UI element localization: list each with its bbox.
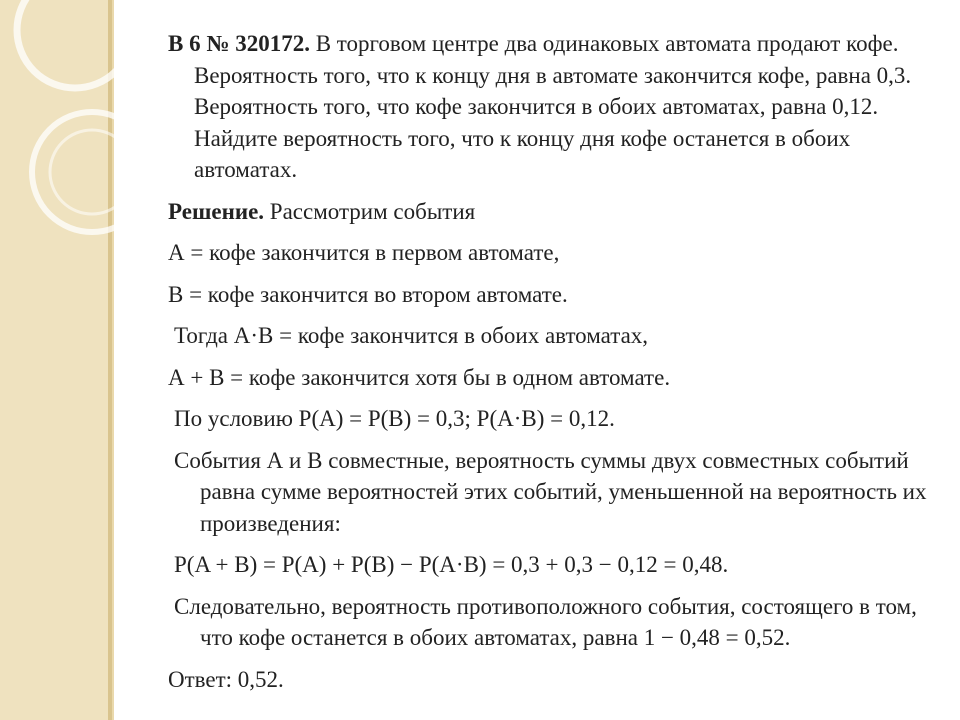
problem-statement — [168, 28, 938, 186]
slide-content — [168, 28, 938, 695]
answer: Ответ: 0,52. — [168, 666, 284, 692]
solution-intro — [168, 196, 938, 228]
event-b-definition: В = кофе закончится во втором автомате. — [168, 281, 568, 307]
given-condition: По условию P(A) = P(B) = 0,3; P(A·B) = 0,12. — [174, 406, 615, 431]
conclusion: Следовательно, вероятность противоположного события, состоящего в том, что кофе останется в обоих автоматах, равна 1 − 0,48 = 0,52. — [174, 593, 917, 650]
solution-label: Решение. — [168, 198, 265, 224]
problem-label: В 6 № 320172. — [168, 31, 310, 56]
event-sum-definition: А + В = кофе закончится хотя бы в одном автомате. — [168, 364, 671, 390]
sum-probability-formula: P(A + B) = P(A) + P(B) − P(A·B) = 0,3 + 0,3 − 0,12 = 0,48. — [174, 552, 729, 577]
event-a-definition: А = кофе закончится в первом автомате, — [168, 240, 560, 265]
solution-intro-text: Рассмотрим события — [264, 198, 476, 224]
compatible-events-rule: События А и В совместные, вероятность суммы двух совместных событий равна сумме вероятностей этих событий, уменьшенной на вероятность их произведения: — [174, 447, 927, 536]
sidebar-edge-light — [112, 0, 114, 720]
event-product-definition: Тогда А·В = кофе закончится в обоих автоматах, — [174, 323, 649, 348]
problem-text: В торговом центре два одинаковых автомата продают кофе. Вероятность того, что к концу дня в автомате закончится кофе, равна 0,3. Вероятность того, что кофе закончится в обоих автоматах, равна 0,12. Найдите вероятность того, что к концу дня кофе останется в обоих автоматах. — [194, 31, 912, 182]
decorative-sidebar — [0, 0, 108, 720]
